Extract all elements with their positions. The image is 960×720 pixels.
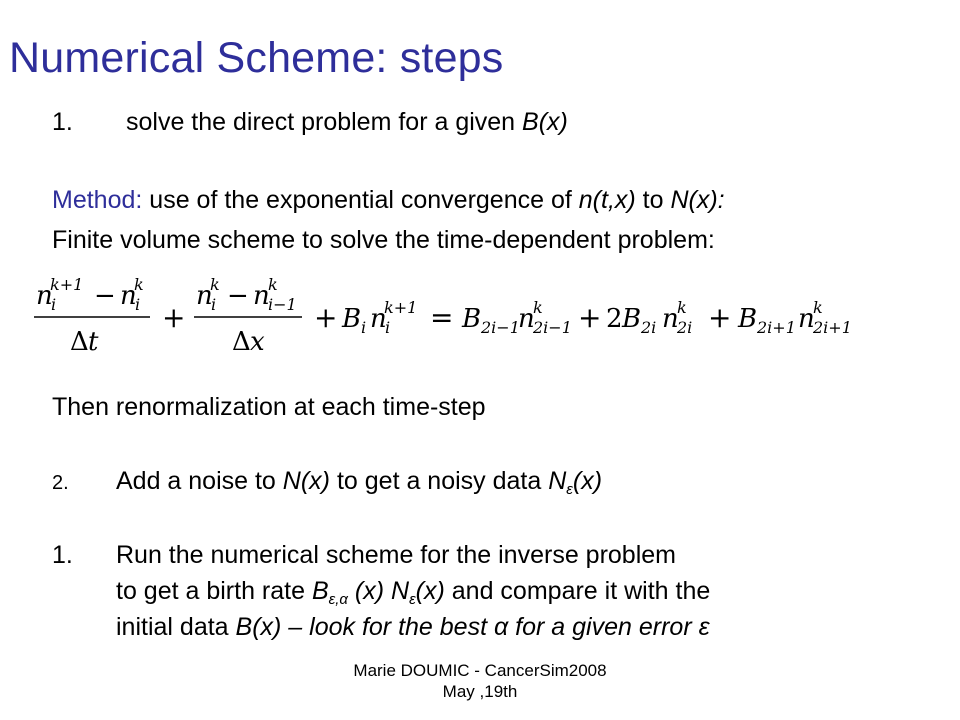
svg-text:k+1: k+1 (384, 298, 418, 317)
step3-N-sub: ε (409, 591, 416, 608)
svg-text:k: k (134, 275, 144, 294)
step1-line (52, 107, 568, 137)
step3-number: 1. (52, 541, 73, 569)
svg-text:i: i (385, 318, 391, 337)
step2-line (52, 466, 602, 505)
svg-text:k: k (210, 275, 220, 294)
svg-text:−: − (227, 281, 249, 311)
step2-mid: to get a noisy data (330, 467, 549, 495)
svg-text:B: B (738, 304, 758, 334)
step3-line3-var: B(x) (235, 613, 282, 641)
svg-text:n: n (518, 304, 535, 334)
step1-text: solve the direct problem for a given (126, 108, 523, 136)
renormalization-line: Then renormalization at each time-step (52, 393, 486, 421)
svg-text:2: 2 (606, 304, 623, 334)
svg-text:n: n (662, 304, 679, 334)
svg-text:k: k (533, 298, 543, 317)
finite-volume-equation (32, 270, 937, 370)
svg-text:n: n (36, 281, 53, 311)
step2-var2-end: (x) (572, 467, 603, 495)
svg-text:2i: 2i (677, 318, 693, 337)
svg-text:x: x (250, 327, 265, 357)
step3-Bx: (x) (347, 577, 392, 605)
svg-text:−: − (94, 281, 116, 311)
method-var2: N(x): (670, 186, 725, 214)
svg-text:B: B (342, 304, 362, 334)
svg-text:Δ: Δ (232, 327, 251, 357)
svg-text:k: k (677, 298, 687, 317)
method-label: Method: (52, 186, 143, 214)
method-var1: n(t,x) (578, 186, 636, 214)
svg-text:k+1: k+1 (50, 275, 84, 294)
step3-line1 (52, 540, 676, 570)
svg-text:+: + (708, 301, 732, 334)
svg-text:2i: 2i (641, 318, 657, 337)
svg-text:+: + (578, 301, 602, 334)
step3-line2 (116, 576, 710, 615)
svg-text:k: k (268, 275, 278, 294)
svg-text:n: n (798, 304, 815, 334)
svg-text:n: n (370, 304, 387, 334)
svg-text:2i−1: 2i−1 (533, 318, 572, 337)
step3-text1: Run the numerical scheme for the inverse problem (116, 541, 676, 569)
step3-line2-a: to get a birth rate (116, 577, 312, 605)
step2-var1: N(x) (282, 467, 331, 495)
svg-text:i: i (135, 295, 141, 314)
method-text: use of the exponential convergence of (142, 186, 579, 214)
step2-var2: N (548, 467, 567, 495)
svg-text:2i+1: 2i+1 (757, 318, 796, 337)
step1-var: B(x) (522, 108, 568, 136)
slide-title: Numerical Scheme: steps (9, 34, 504, 82)
svg-text:n: n (253, 281, 270, 311)
svg-text:t: t (88, 327, 99, 357)
finite-volume-line: Finite volume scheme to solve the time-dependent problem: (52, 226, 715, 254)
svg-text:+: + (314, 301, 338, 334)
svg-text:n: n (120, 281, 137, 311)
svg-text:B: B (462, 304, 482, 334)
step3-Nx: (x) (415, 577, 445, 605)
step3-line3 (116, 612, 710, 642)
svg-text:B: B (622, 304, 642, 334)
svg-text:2i−1: 2i−1 (481, 318, 520, 337)
step2-number: 2. (52, 472, 69, 494)
svg-text:i: i (361, 318, 367, 337)
svg-text:+: + (162, 301, 186, 334)
svg-text:=: = (430, 301, 454, 334)
method-line (52, 185, 725, 215)
method-mid: to (635, 186, 671, 214)
step2-sub: ε (566, 481, 573, 498)
svg-text:Δ: Δ (70, 327, 89, 357)
svg-text:i−1: i−1 (268, 295, 297, 314)
step1-number: 1. (52, 108, 73, 136)
step3-line3-a: initial data (116, 613, 236, 641)
step2-text: Add a noise to (116, 467, 283, 495)
svg-text:i: i (211, 295, 217, 314)
svg-text:n: n (196, 281, 213, 311)
svg-text:2i+1: 2i+1 (813, 318, 852, 337)
step3-line2-b: and compare it with the (444, 577, 711, 605)
step3-line3-b: – look for the best α for a given error ε (281, 613, 710, 641)
footer-date: May ,19th (442, 682, 518, 701)
footer (0, 660, 960, 702)
svg-text:k: k (813, 298, 823, 317)
step3-B: B (311, 577, 329, 605)
footer-author: Marie DOUMIC - CancerSim2008 (353, 661, 607, 680)
step3-N: N (391, 577, 410, 605)
step3-B-sub: ε,α (328, 591, 348, 608)
svg-text:i: i (51, 295, 57, 314)
